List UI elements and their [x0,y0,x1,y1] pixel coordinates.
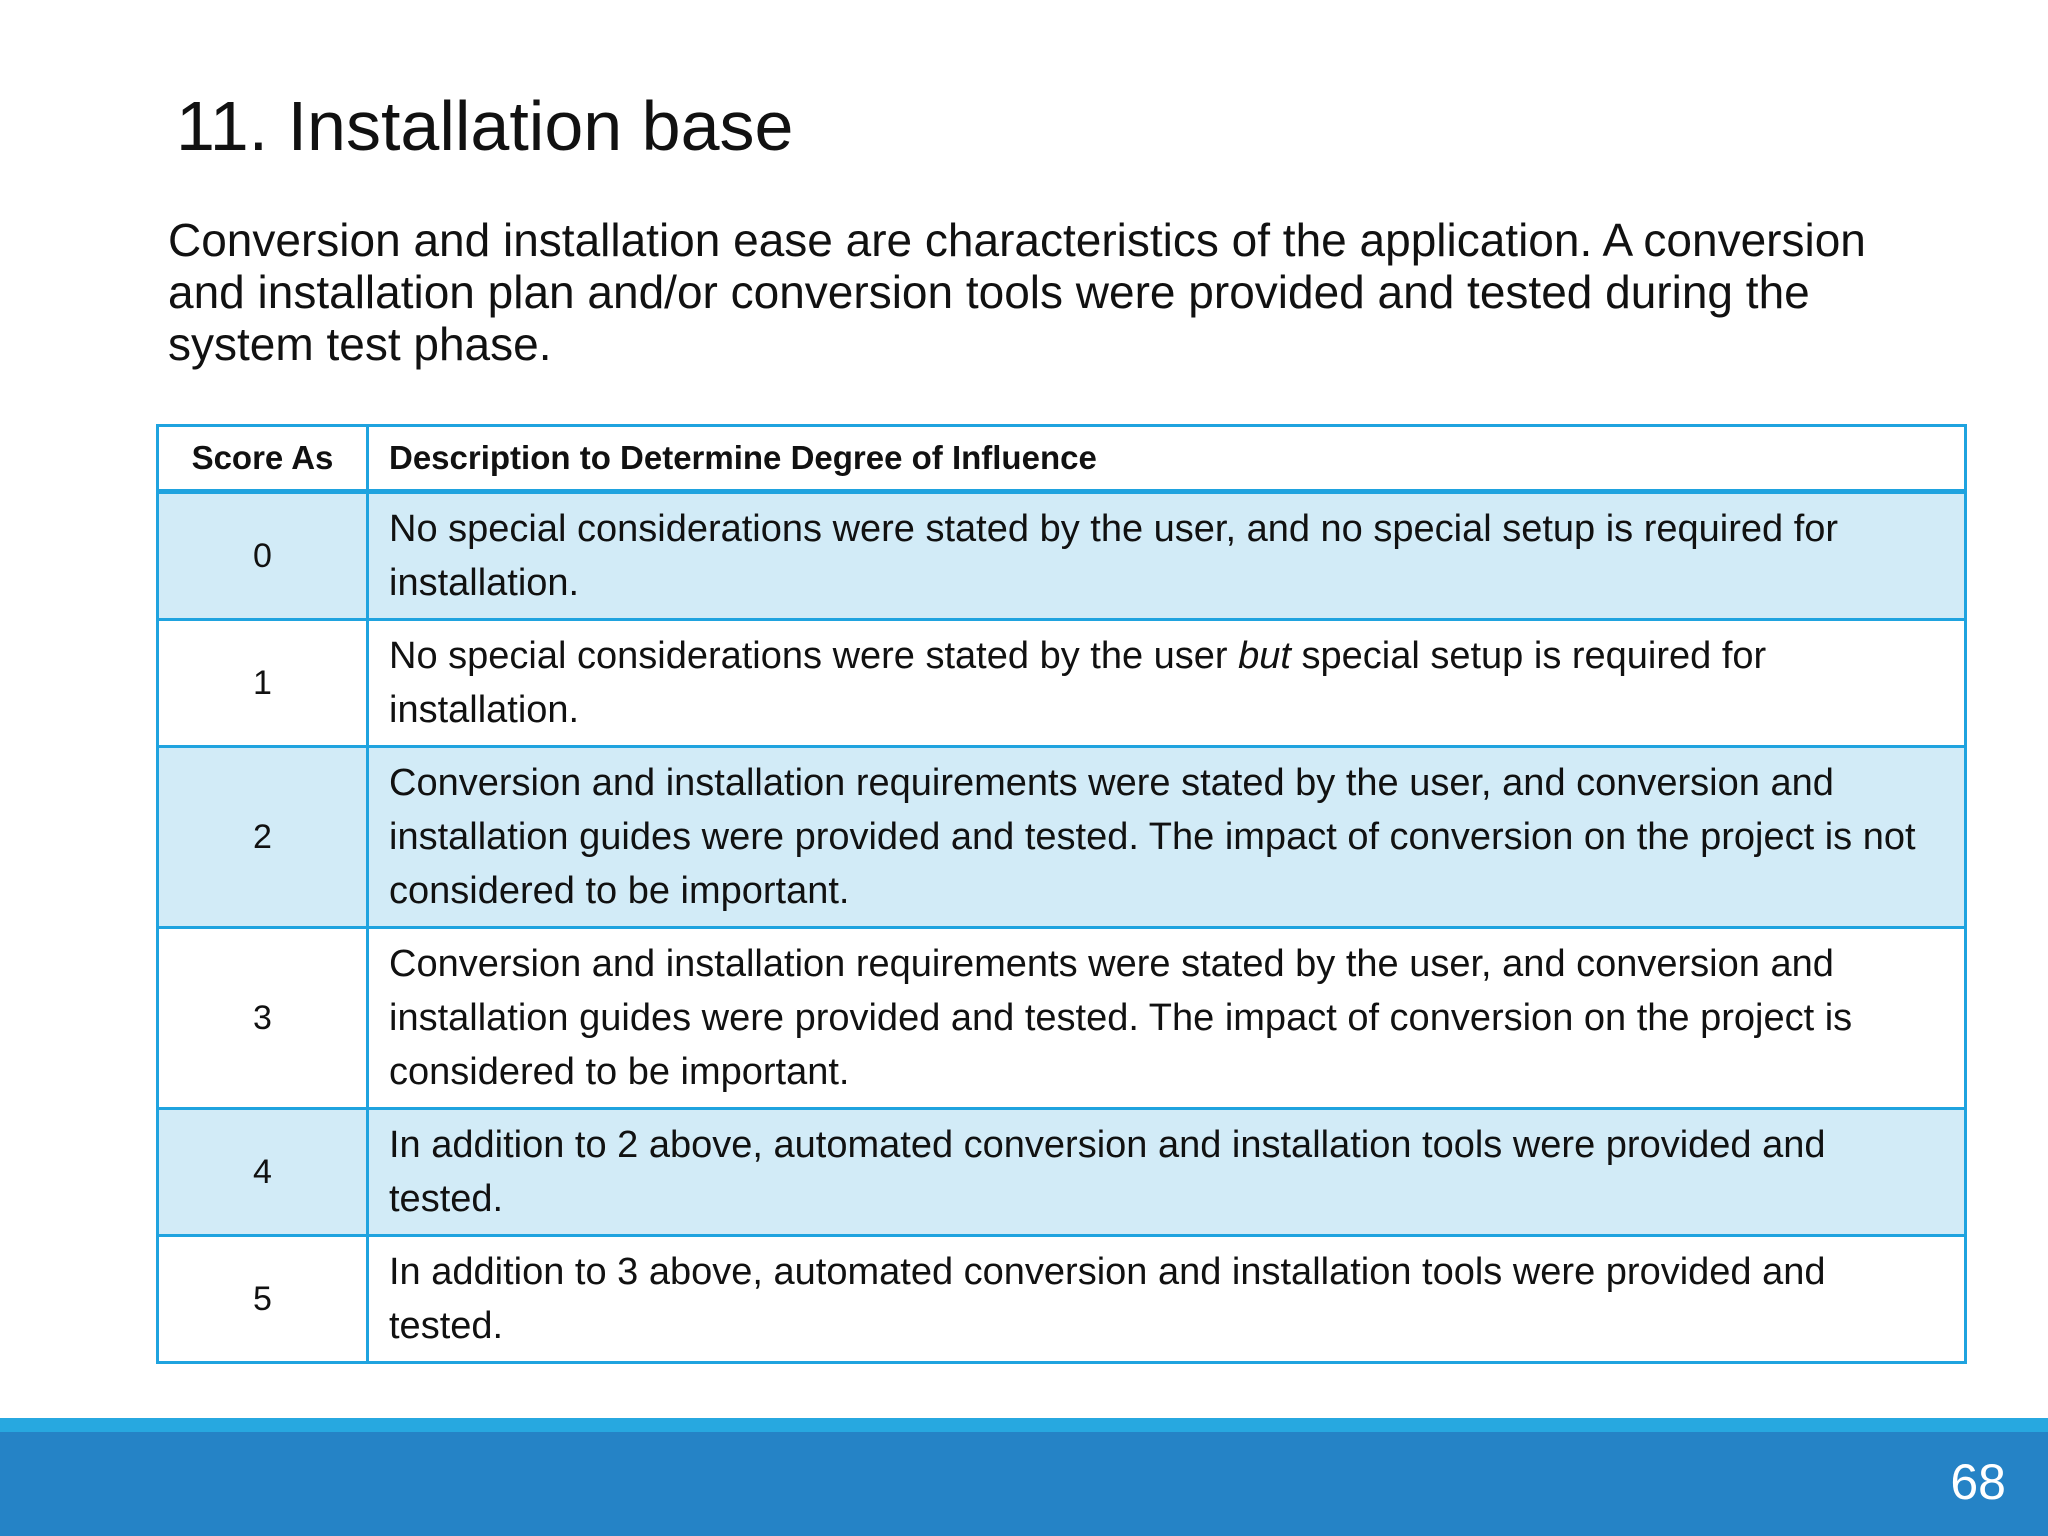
slide-title: 11. Installation base [176,87,794,165]
description-cell: In addition to 2 above, automated conversion and installation tools were provided and tested. [368,1109,1966,1236]
description-column-header: Description to Determine Degree of Influence [368,426,1966,492]
footer-accent-stripe [0,1418,2048,1432]
score-cell: 3 [158,928,368,1109]
intro-paragraph: Conversion and installation ease are characteristics of the application. A conversion and installation plan and/or conversion tools were provided and tested during the system test phase. [168,214,1866,370]
score-cell: 2 [158,747,368,928]
description-cell: In addition to 3 above, automated conversion and installation tools were provided and tested. [368,1236,1966,1363]
description-emphasis: but [1238,635,1291,677]
score-column-header: Score As [158,426,368,492]
description-cell: No special considerations were stated by the user, and no special setup is required for installation. [368,492,1966,620]
score-cell: 1 [158,620,368,747]
table-row [158,928,1966,1109]
table-row [158,1236,1966,1363]
score-cell: 4 [158,1109,368,1236]
score-cell: 0 [158,492,368,620]
footer-bar [0,1432,2048,1536]
table-row [158,620,1966,747]
table-row [158,492,1966,620]
table-row [158,1109,1966,1236]
description-cell: Conversion and installation requirements were stated by the user, and conversion and installation guides were provided and tested. The impact of conversion on the project is not considered to be important. [368,747,1966,928]
score-cell: 5 [158,1236,368,1363]
description-text: No special considerations were stated by the user [389,635,1239,677]
degree-of-influence-table [156,424,1967,1364]
description-cell [368,620,1966,747]
table-row [158,747,1966,928]
page-number: 68 [1950,1454,2006,1510]
description-cell: Conversion and installation requirements were stated by the user, and conversion and installation guides were provided and tested. The impact of conversion on the project is considered to be important. [368,928,1966,1109]
description-text: special setup is required for installation. [389,635,1767,731]
table-header-row [158,426,1966,492]
